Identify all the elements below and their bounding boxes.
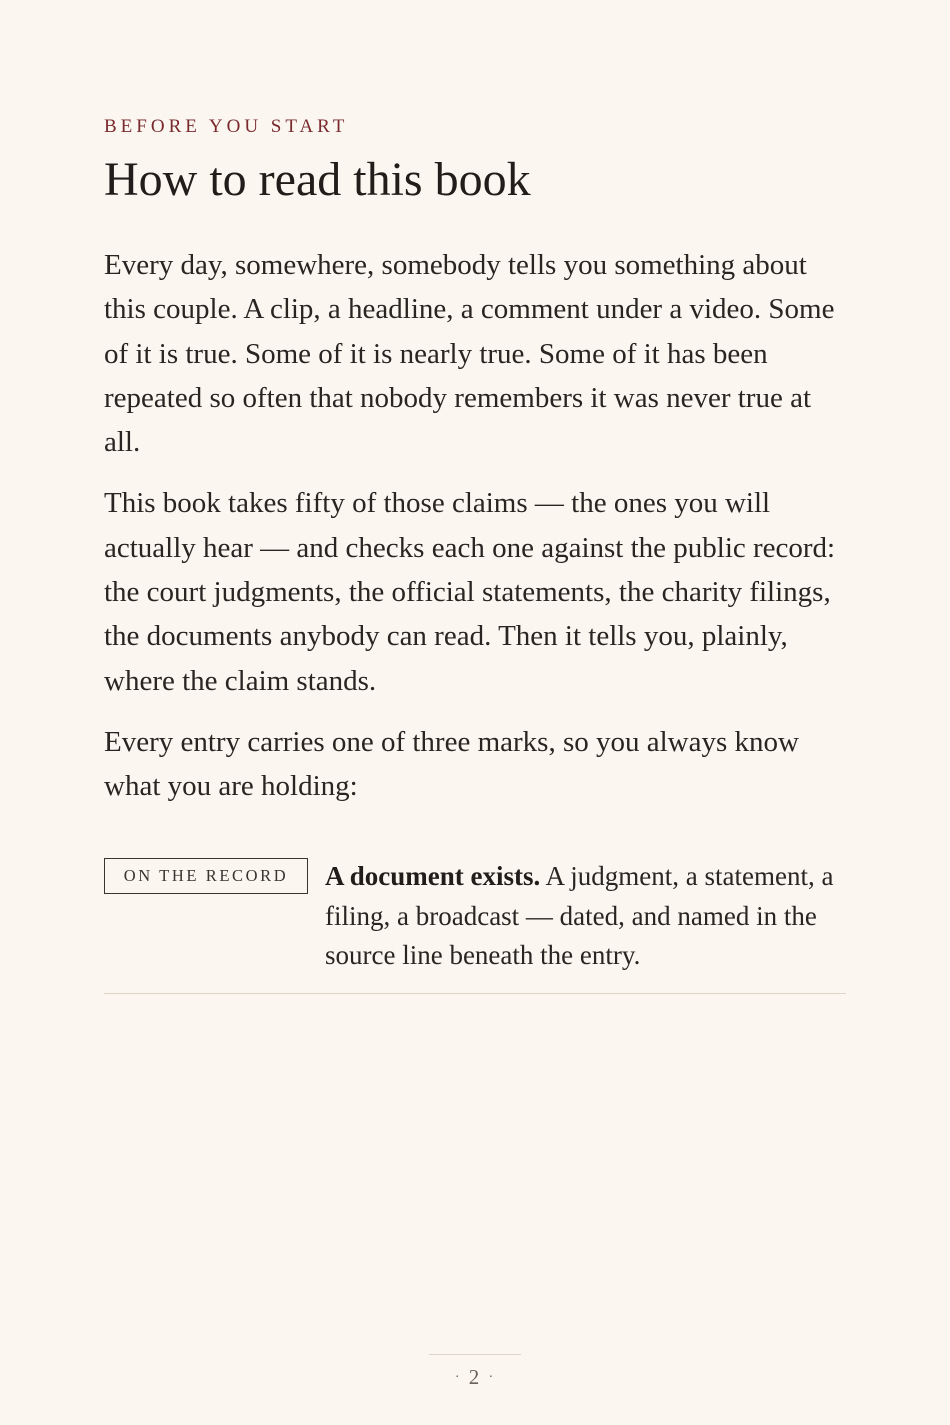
page-number: 2 [468,1365,482,1389]
page-title: How to read this book [104,153,531,206]
paragraph: Every entry carries one of three marks, so you always know what you are holding: [104,725,799,803]
marks-list [104,857,846,994]
mark-entry [104,857,846,994]
body-text [104,243,846,826]
paragraph: Every day, somewhere, somebody tells you something about this couple. A clip, a headline, a comment under a video. Some of it is true. Some of it is nearly true. Some of it has been repeated so often that nobody remembers it was never true at all. [104,249,835,459]
mark-lead: A document exists. [325,861,541,891]
mark-text: A judgment, a statement, a filing, a broadcast — dated, and named in the source line beneath the entry. [325,861,834,970]
paragraph: This book takes fifty of those claims — the ones you will actually hear — and checks each one against the public record: the court judgments, the official statements, the charity filings, the documents anybody can read. Then it tells you, plainly, where the claim stands. [104,487,836,697]
footer-dot: · [454,1370,462,1385]
mark-badge-on-the-record: ON THE RECORD [104,858,308,894]
page-footer [429,1354,521,1390]
footer-dot: · [488,1370,496,1385]
section-kicker: BEFORE YOU START [104,116,349,137]
mark-description [325,857,846,976]
